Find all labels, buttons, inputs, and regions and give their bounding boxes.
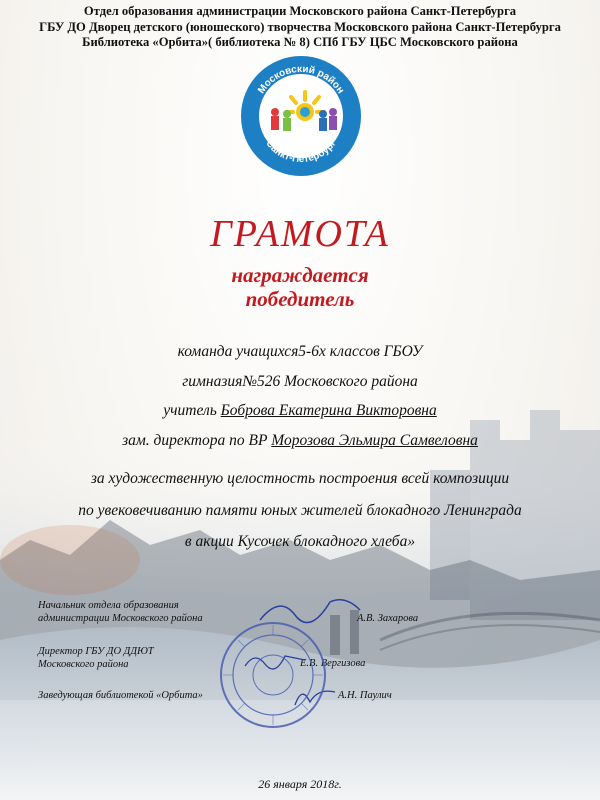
header-line-3: Библиотека «Орбита»( библиотека № 8) СПб ГБУ ЦБС Московского района — [82, 35, 518, 49]
header-line-1: Отдел образования администрации Московского района Санкт-Петербурга — [83, 4, 517, 18]
moscow-district-logo — [239, 54, 363, 178]
signature-3-role: Заведующая библиотекой «Орбита» — [38, 690, 203, 701]
signature-2-name: Е.В. Вергизова — [300, 658, 366, 669]
official-stamp — [218, 620, 328, 730]
certificate-date: 26 января 2018г. — [258, 777, 342, 791]
awarded-text: награждается — [231, 263, 369, 287]
svg-text:Санкт-Петербург: Санкт-Петербург — [263, 138, 339, 166]
teacher-prefix: учитель — [163, 402, 221, 419]
teacher-line — [0, 402, 600, 420]
deputy-line — [0, 432, 600, 450]
signature-1-name: А.В. Захарова — [357, 613, 419, 624]
signature-3-name: А.Н. Паулич — [338, 690, 392, 701]
body-line-1: команда учащихся5-6х классов ГБОУ — [177, 343, 423, 360]
header-block — [0, 4, 600, 51]
deputy-name: Морозова Эльмира Самвеловна — [271, 432, 478, 449]
teacher-name: Боброва Екатерина Викторовна — [220, 402, 437, 419]
body-line-7: в акции Кусочек блокадного хлеба» — [184, 533, 416, 550]
winner-text: победитель — [245, 287, 355, 311]
header-line-2: ГБУ ДО Дворец детского (юношеского) творчества Московского района Санкт-Петербурга — [39, 19, 561, 34]
deputy-prefix: зам. директора по ВР — [122, 432, 272, 449]
svg-text:Московский район: Московский район — [256, 63, 346, 96]
body-line-5: за художественную целостность построения всей композиции — [90, 470, 510, 487]
body-line-2: гимназия№526 Московского района — [182, 373, 418, 390]
certificate-title: ГРАМОТА — [210, 213, 390, 255]
signature-1-role: Начальник отдела образования администрации Московского района — [38, 600, 203, 624]
signature-2-role: Директор ГБУ ДО ДДЮТ Московского района — [38, 646, 154, 670]
body-line-6: по увековечиванию памяти юных жителей блокадного Ленинграда — [78, 502, 522, 519]
